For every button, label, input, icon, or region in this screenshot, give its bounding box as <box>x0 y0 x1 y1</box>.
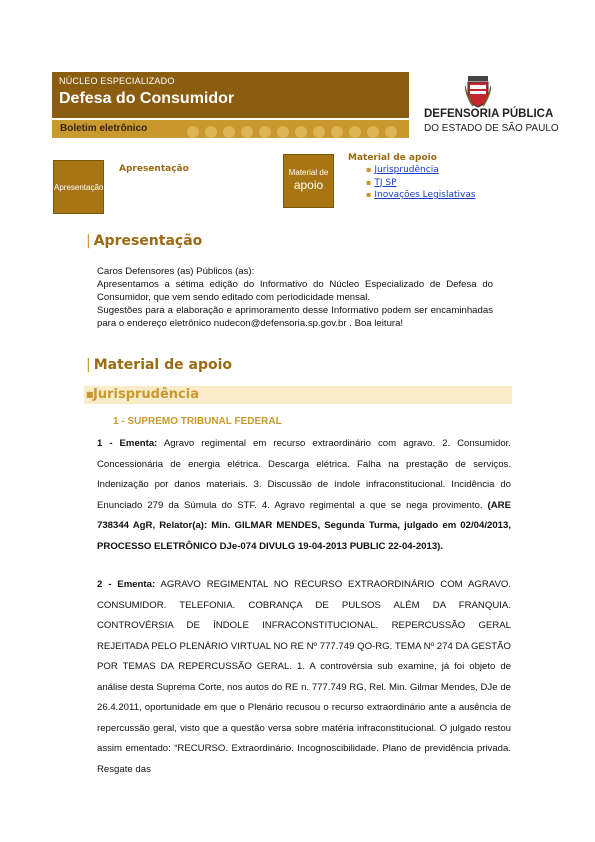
ementa-2-label: 2 - Ementa: <box>97 579 156 590</box>
apresentacao-paragraph: Apresentamos a sétima edição do Informativo do Núcleo Especializado de Defesa do Consumidor, que vem sendo editado com periodicidade mensal. <box>97 279 493 303</box>
ementa-1-ref: (ARE 738344 AgR, Relator(a): Min. GILMAR MENDES, Segunda Turma, julgado em 02/04/2013, PROCESSO ELETRÔNICO DJe-074 DIVULG 19-04-2013 PUBLIC 22-04-2013). <box>97 499 511 552</box>
logo-line-1: DEFENSORIA PÚBLICA <box>424 108 554 120</box>
coat-of-arms-icon <box>465 76 491 108</box>
strip-label: Boletim eletrônico <box>60 123 148 134</box>
ementa-1 <box>97 434 511 557</box>
defensoria-logo <box>420 76 570 140</box>
apresentacao-paragraph: Caros Defensores (as) Públicos (as): <box>97 266 255 277</box>
ementa-2-text: AGRAVO REGIMENTAL NO RECURSO EXTRAORDINÁRIO COM AGRAVO. CONSUMIDOR. TELEFONIA. COBRANÇA DE PULSOS ALÉM DA FRANQUIA. CONTROVÉRSIA DE ÍNDOLE INFRACONSTITUCIONAL. REPERCUSSÃO GERAL REJEITADA PELO PLENÁRIO VIRTUAL NO RE Nº 777.749 QO-RG. TEMA Nº 274 DA GESTÃO POR TEMAS DA REPERCUSSÃO GERAL. 1. A controvérsia sub examine, já foi objeto de análise desta Suprema Corte, nos autos do RE n. 777.749 RG, Rel. Min. Gilmar Mendes, DJe de 26.4.2011, oportunidade em que o Plenário recusou o recurso extraordinário ante a ausência de repercussão geral, visto que a questão versa sobre matéria infraconstitucional. O julgado restou assim ementado: “RECURSO. Extraordinário. Incognoscibilidade. Plano de previdência privada. Resgate das <box>97 579 512 775</box>
material-de-apoio-heading: | Material de apoio <box>86 357 233 373</box>
material-de-apoio-button[interactable] <box>283 154 334 208</box>
apresentacao-body <box>97 265 493 330</box>
material-de-apoio-title: Material de apoio <box>348 153 437 163</box>
bullet-icon: ■ <box>86 390 94 399</box>
material-button-line2: apoio <box>293 178 324 192</box>
apresentacao-paragraph: Sugestões para a elaboração e aprimoramento desse Informativo podem ser encaminhadas para o endereço eletrônico nudecon@defensoria.sp.gov.br . Boa leitura! <box>97 305 493 329</box>
apresentacao-heading: | Apresentação <box>86 233 203 249</box>
material-button-line1: Material de <box>288 168 329 177</box>
strip-dots <box>187 123 403 142</box>
header-kicker: NÚCLEO ESPECIALIZADO <box>59 76 175 86</box>
ementa-1-label: 1 - Ementa: <box>97 438 158 449</box>
material-links-list <box>366 164 476 202</box>
apresentacao-link[interactable]: Apresentação <box>119 164 189 174</box>
jurisprudencia-link[interactable]: ▪ Jurisprudência <box>366 164 476 177</box>
ementa-1-text: Agravo regimental em recurso extraordinário com agravo. 2. Consumidor. Concessionária de energia elétrica. Descarga elétrica. Falha na prestação de serviços. Indenização por danos materiais. 3. Discussão de índole infraconstitucional. Incidência do Enunciado 279 da Súmula do STF. 4. Agravo regimental a que se nega provimento. <box>97 438 511 511</box>
court-heading: 1 - SUPREMO TRIBUNAL FEDERAL <box>113 416 282 427</box>
header-banner <box>52 72 409 118</box>
header-strip <box>52 120 409 138</box>
logo-line-2: DO ESTADO DE SÃO PAULO <box>424 123 559 134</box>
jurisprudencia-subheading: ■ Jurisprudência <box>84 386 512 404</box>
apresentacao-button[interactable]: Apresentação <box>53 160 104 214</box>
inovacoes-legislativas-link[interactable]: ▪ Inovações Legislativas <box>366 189 476 202</box>
ementa-2 <box>97 575 511 780</box>
tj-sp-link[interactable]: ▪ TJ SP <box>366 177 476 190</box>
header-title: Defesa do Consumidor <box>59 90 235 107</box>
